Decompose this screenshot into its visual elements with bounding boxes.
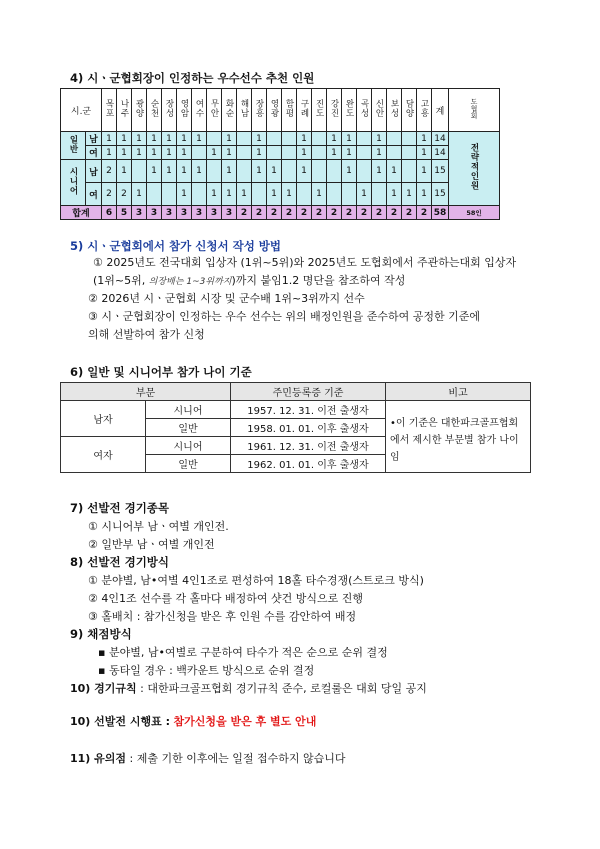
- age-division: 일반: [146, 455, 231, 473]
- age-date: 1957. 12. 31. 이전 출생자: [231, 401, 386, 419]
- total-cell: 3: [177, 206, 192, 220]
- count-cell: [357, 146, 372, 160]
- s5-item3-a: ③ 시ㆍ군협회장이 인정하는 우수 선수는 위의 배정인원을 준수하여 공정한 기준에: [88, 310, 480, 323]
- count-cell: 1: [162, 132, 177, 146]
- age-division: 시니어: [146, 401, 231, 419]
- total-cell: 2: [237, 206, 252, 220]
- count-cell: [387, 132, 402, 146]
- count-cell: [237, 160, 252, 183]
- total-cell: 3: [132, 206, 147, 220]
- count-cell: 1: [297, 132, 312, 146]
- count-cell: 1: [282, 183, 297, 206]
- s9-item1: ▪ 분야별, 남•여별로 구분하여 타수가 적은 순으로 순위 결정: [98, 646, 388, 659]
- total-cell: 3: [147, 206, 162, 220]
- city-header-cell: [417, 89, 432, 132]
- count-cell: 1: [102, 146, 117, 160]
- count-cell: 1: [117, 146, 132, 160]
- row-total-cell: 15: [432, 183, 449, 206]
- section-11-notes: [70, 750, 346, 766]
- section-4-title: 4) 시ㆍ군협회장이 인정하는 우수선수 추천 인원: [70, 71, 315, 85]
- count-cell: 1: [417, 160, 432, 183]
- count-cell: 1: [117, 132, 132, 146]
- count-cell: [342, 183, 357, 206]
- city-header-label: 화순: [224, 99, 234, 118]
- city-header-label: 고흥: [419, 99, 429, 118]
- section-10b-text: 참가신청을 받은 후 별도 안내: [173, 715, 317, 728]
- count-cell: [237, 146, 252, 160]
- count-cell: [282, 146, 297, 160]
- age-female-label: 여자: [61, 437, 146, 473]
- group-senior-cell: [61, 160, 86, 206]
- s7-item2: ② 일반부 남ㆍ여별 개인전: [88, 538, 215, 551]
- city-header-label: 강진: [329, 99, 339, 118]
- total-cell: 2: [267, 206, 282, 220]
- count-cell: [147, 183, 162, 206]
- count-cell: [312, 160, 327, 183]
- count-cell: 1: [327, 132, 342, 146]
- count-cell: 2: [117, 183, 132, 206]
- count-cell: 1: [387, 160, 402, 183]
- group-general-label: 일반: [68, 134, 78, 154]
- city-header-cell: [267, 89, 282, 132]
- count-cell: 1: [132, 146, 147, 160]
- city-header-cell: [222, 89, 237, 132]
- count-cell: 1: [267, 183, 282, 206]
- city-header-label: 완도: [344, 99, 354, 118]
- count-cell: 1: [162, 146, 177, 160]
- city-header-label: 목포: [104, 99, 114, 118]
- count-cell: 1: [252, 160, 267, 183]
- age-header-division: 부문: [61, 383, 231, 401]
- total-cell: 2: [252, 206, 267, 220]
- count-cell: 1: [102, 132, 117, 146]
- city-header-cell: [297, 89, 312, 132]
- count-cell: [207, 132, 222, 146]
- city-header-label: 무안: [209, 99, 219, 118]
- count-cell: [192, 183, 207, 206]
- count-cell: 1: [147, 132, 162, 146]
- count-cell: 1: [132, 132, 147, 146]
- city-header-label: 영광: [269, 99, 279, 118]
- city-header-label: 구례: [299, 99, 309, 118]
- count-cell: 1: [252, 132, 267, 146]
- count-cell: [267, 132, 282, 146]
- count-cell: 1: [297, 160, 312, 183]
- group-senior-label: 시니어: [68, 166, 78, 196]
- side-note-label: 전략적인원: [469, 143, 479, 191]
- section-10-schedule: [70, 713, 316, 729]
- count-cell: [402, 146, 417, 160]
- count-cell: 1: [222, 160, 237, 183]
- age-header-note: 비고: [386, 383, 531, 401]
- s5-item2: ② 2026년 시ㆍ군협회 시장 및 군수배 1위~3위까지 선수: [88, 292, 365, 305]
- section-5-title: 5) 시ㆍ군협회에서 참가 신청서 작성 방법: [70, 239, 282, 253]
- s5-handwritten-note: 의장배는 1~3위까지: [148, 277, 232, 287]
- city-header-cell: [102, 89, 117, 132]
- count-cell: 1: [147, 146, 162, 160]
- gender-m-cell: 남: [86, 160, 102, 183]
- count-cell: [162, 183, 177, 206]
- row-total-cell: 14: [432, 146, 449, 160]
- total-cell: 2: [342, 206, 357, 220]
- s5-item1-b-post: )까지 붙임1.2 명단을 참조하여 작성: [231, 274, 406, 287]
- side-note-cell: [449, 132, 500, 206]
- count-cell: 1: [192, 132, 207, 146]
- row-total-cell: 15: [432, 160, 449, 183]
- total-cell: 2: [327, 206, 342, 220]
- total-cell: 3: [207, 206, 222, 220]
- count-cell: 1: [177, 183, 192, 206]
- age-division: 일반: [146, 419, 231, 437]
- total-cell: 3: [222, 206, 237, 220]
- count-cell: 1: [177, 146, 192, 160]
- city-header-label: 순천: [149, 99, 159, 118]
- total-cell: 2: [357, 206, 372, 220]
- count-cell: 1: [222, 146, 237, 160]
- count-cell: 1: [192, 160, 207, 183]
- total-row-label: 합계: [61, 206, 102, 220]
- count-cell: 1: [177, 160, 192, 183]
- total-cell: 6: [102, 206, 117, 220]
- city-header-label: 여수: [194, 99, 204, 118]
- count-cell: 1: [342, 132, 357, 146]
- city-header-cell: [387, 89, 402, 132]
- count-cell: [402, 160, 417, 183]
- count-cell: 1: [207, 146, 222, 160]
- city-header-label: 신안: [374, 99, 384, 118]
- count-cell: 1: [267, 160, 282, 183]
- age-date: 1958. 01. 01. 이후 출생자: [231, 419, 386, 437]
- city-header-label: 광양: [134, 99, 144, 118]
- count-cell: 1: [132, 183, 147, 206]
- city-header-label: 나주: [119, 99, 129, 118]
- count-cell: 1: [297, 146, 312, 160]
- recommendation-table: [60, 88, 500, 220]
- total-cell: 2: [282, 206, 297, 220]
- total-cell: 2: [417, 206, 432, 220]
- count-cell: 1: [402, 183, 417, 206]
- total-cell: 2: [372, 206, 387, 220]
- city-header-cell: [117, 89, 132, 132]
- city-header-cell: [252, 89, 267, 132]
- gender-f-cell: 여: [86, 146, 102, 160]
- s8-item1: ① 분야별, 남•여별 4인1조로 편성하여 18홀 타수경쟁(스트로크 방식): [88, 574, 424, 587]
- age-date: 1961. 12. 31. 이전 출생자: [231, 437, 386, 455]
- count-cell: 1: [177, 132, 192, 146]
- city-header-cell: [147, 89, 162, 132]
- count-cell: 1: [372, 132, 387, 146]
- city-header-cell: [372, 89, 387, 132]
- gender-f-cell: 여: [86, 183, 102, 206]
- city-header-label: 함평: [284, 99, 294, 118]
- count-cell: [192, 146, 207, 160]
- age-division: 시니어: [146, 437, 231, 455]
- city-header-cell: [162, 89, 177, 132]
- count-cell: [252, 183, 267, 206]
- count-cell: 1: [147, 160, 162, 183]
- age-header-id: 주민등록증 기준: [231, 383, 386, 401]
- city-header-label: 장성: [164, 99, 174, 118]
- section-7-title: 7) 선발전 경기종목: [70, 501, 170, 515]
- count-cell: [237, 132, 252, 146]
- city-header-cell: [402, 89, 417, 132]
- count-cell: 2: [102, 160, 117, 183]
- total-cell: 3: [192, 206, 207, 220]
- city-header-label: 영암: [179, 99, 189, 118]
- gender-m-cell: 남: [86, 132, 102, 146]
- age-male-label: 남자: [61, 401, 146, 437]
- age-date: 1962. 01. 01. 이후 출생자: [231, 455, 386, 473]
- side-header-cell: [449, 89, 500, 132]
- total-cell: 3: [162, 206, 177, 220]
- count-cell: [327, 160, 342, 183]
- s5-item3-b: 의해 선발하여 참가 신청: [88, 328, 205, 341]
- count-cell: [312, 132, 327, 146]
- city-header-cell: [132, 89, 147, 132]
- section-11-text: : 제출 기한 이후에는 일절 접수하지 않습니다: [126, 752, 346, 765]
- total-cell: 2: [402, 206, 417, 220]
- total-cell: 2: [387, 206, 402, 220]
- section-10-text: : 대한파크골프협회 경기규칙 준수, 로컬룰은 대회 당일 공지: [136, 682, 427, 695]
- count-cell: [387, 146, 402, 160]
- count-cell: 1: [342, 160, 357, 183]
- count-cell: 1: [222, 132, 237, 146]
- count-cell: 1: [387, 183, 402, 206]
- age-note: •이 기준은 대한파크골프협회에서 제시한 부문별 참가 나이임: [386, 401, 531, 473]
- section-8-title: 8) 선발전 경기방식: [70, 555, 170, 569]
- count-cell: [312, 146, 327, 160]
- s5-item1-b: [93, 272, 405, 288]
- section-9-title: 9) 채점방식: [70, 627, 132, 641]
- section-10b-title: 10) 선발전 시행표 :: [70, 715, 170, 728]
- count-cell: [132, 160, 147, 183]
- group-general-cell: [61, 132, 86, 160]
- city-header-cell: [192, 89, 207, 132]
- side-total-cell: 58인: [449, 206, 500, 220]
- city-header-cell: [282, 89, 297, 132]
- s8-item2: ② 4인1조 선수를 각 홀마다 배정하여 샷건 방식으로 진행: [88, 592, 363, 605]
- city-header-cell: [342, 89, 357, 132]
- city-header-label: 해남: [239, 99, 249, 118]
- s7-item1: ① 시니어부 남ㆍ여별 개인전.: [88, 520, 229, 533]
- count-cell: [267, 146, 282, 160]
- count-cell: 1: [162, 160, 177, 183]
- grand-total-cell: 58: [432, 206, 449, 220]
- count-cell: [327, 183, 342, 206]
- total-cell: 2: [312, 206, 327, 220]
- count-cell: 1: [372, 160, 387, 183]
- row-total-cell: 14: [432, 132, 449, 146]
- count-cell: [357, 132, 372, 146]
- count-cell: [282, 160, 297, 183]
- count-cell: 1: [237, 183, 252, 206]
- city-header-cell: [327, 89, 342, 132]
- count-cell: 1: [342, 146, 357, 160]
- city-header-cell: [207, 89, 222, 132]
- count-cell: 1: [117, 160, 132, 183]
- city-header-label: 담양: [404, 99, 414, 118]
- count-cell: 1: [417, 132, 432, 146]
- total-header: 계: [432, 89, 449, 132]
- count-cell: 1: [312, 183, 327, 206]
- count-cell: 1: [417, 146, 432, 160]
- age-criteria-table: [60, 382, 531, 473]
- section-10-title: 10) 경기규칙: [70, 682, 137, 695]
- city-header-label: 시.군: [61, 89, 102, 132]
- section-11-title: 11) 유의점: [70, 752, 127, 765]
- total-cell: 2: [297, 206, 312, 220]
- count-cell: [282, 132, 297, 146]
- count-cell: [402, 132, 417, 146]
- count-cell: 1: [207, 183, 222, 206]
- count-cell: [372, 183, 387, 206]
- count-cell: 1: [327, 146, 342, 160]
- s8-item3: ③ 홀배치 : 참가신청을 받은 후 인원 수를 감안하여 배정: [88, 610, 357, 623]
- city-header-label: 곡성: [359, 99, 369, 118]
- count-cell: [297, 183, 312, 206]
- count-cell: 1: [357, 183, 372, 206]
- count-cell: 1: [222, 183, 237, 206]
- count-cell: 1: [252, 146, 267, 160]
- count-cell: [207, 160, 222, 183]
- count-cell: [357, 160, 372, 183]
- city-header-cell: [177, 89, 192, 132]
- city-header-cell: [312, 89, 327, 132]
- s5-item1-b-pre: (1위~5위,: [93, 274, 146, 287]
- section-10-rules: [70, 680, 427, 696]
- section-6-title: 6) 일반 및 시니어부 참가 나이 기준: [70, 365, 252, 379]
- count-cell: 1: [417, 183, 432, 206]
- count-cell: 2: [102, 183, 117, 206]
- count-cell: 1: [372, 146, 387, 160]
- city-header-label: 보성: [389, 99, 399, 118]
- city-header-label: 장흥: [254, 99, 264, 118]
- city-header-cell: [237, 89, 252, 132]
- city-header-label: 진도: [314, 99, 324, 118]
- total-cell: 5: [117, 206, 132, 220]
- side-header-label: 도협회: [470, 98, 478, 119]
- s5-item1-a: ① 2025년도 전국대회 입상자 (1위~5위)와 2025년도 도협회에서 주관하는대회 입상자: [93, 256, 517, 269]
- city-header-cell: [357, 89, 372, 132]
- s9-item2: ▪ 동타일 경우 : 백카운트 방식으로 순위 결정: [98, 664, 315, 677]
